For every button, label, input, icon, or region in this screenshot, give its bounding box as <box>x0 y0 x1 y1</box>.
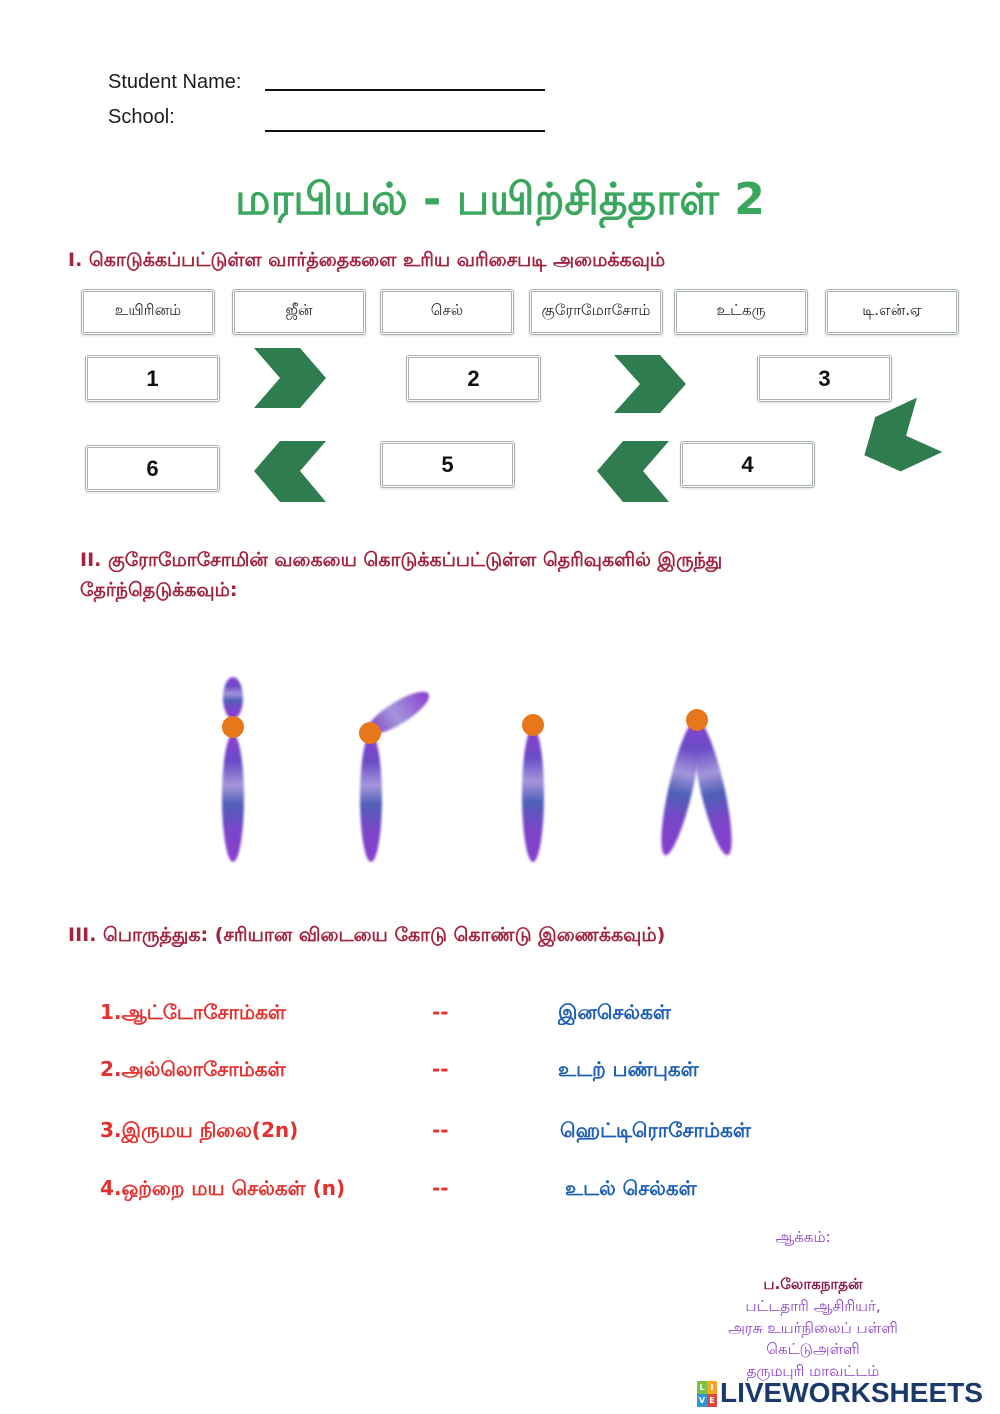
order-slot-3[interactable]: 3 <box>757 355 892 402</box>
match-separator: -- <box>432 1176 449 1200</box>
section-2-heading-line-2: தேர்ந்தெடுக்கவும்: <box>80 579 238 601</box>
word-card-cell[interactable]: செல் <box>380 289 514 335</box>
order-slot-4[interactable]: 4 <box>680 441 815 488</box>
chromosome-types-figure <box>0 660 1000 880</box>
sequence-arrows <box>0 340 1000 510</box>
student-name-input[interactable] <box>265 89 545 91</box>
chevron-down-left-icon <box>852 398 943 483</box>
credits-author: ப.லோகநாதன் <box>763 1275 863 1293</box>
credits-line-1: பட்டதாரி ஆசிரியர், <box>745 1297 881 1315</box>
liveworksheets-badge-icon <box>697 1381 717 1407</box>
chevron-right-icon <box>614 355 686 413</box>
chromosome-2-long-arm <box>360 734 382 862</box>
word-card-organism[interactable]: உயிரினம் <box>81 289 215 335</box>
chromosome-3-arm <box>522 728 544 862</box>
chromosome-1-short-arm <box>223 677 243 719</box>
match-left-2[interactable]: 2.அல்லொசோம்கள் <box>100 1057 286 1081</box>
section-1-heading: I. கொடுக்கப்பட்டுள்ள வார்த்தைகளை உரிய வரிசைபடி அமைக்கவும் <box>68 249 666 271</box>
chromosome-bent <box>359 685 434 862</box>
school-label: School: <box>108 106 175 128</box>
student-name-label: Student Name: <box>108 71 242 93</box>
liveworksheets-logo: LIVEWORKSHEETS <box>720 1379 983 1407</box>
badge-tile: L <box>697 1381 707 1394</box>
chevron-left-icon <box>254 441 326 502</box>
match-separator: -- <box>432 1118 449 1142</box>
section-3-heading: III. பொருத்துக: (சரியான விடையை கோடு கொண்டு இணைக்கவும்) <box>68 924 666 946</box>
chevron-left-icon <box>597 441 669 502</box>
match-left-1[interactable]: 1.ஆட்டோசோம்கள் <box>100 1000 286 1024</box>
chromosome-metacentric <box>654 709 740 858</box>
chromosome-3-centromere <box>522 714 544 736</box>
section-2-heading-line-1: II. குரோமோசோமின் வகையை கொடுக்கப்பட்டுள்ள தெரிவுகளில் இருந்து <box>80 549 723 571</box>
word-card-gene[interactable]: ஜீன் <box>232 289 366 335</box>
word-card-dna[interactable]: டி.என்.ஏ <box>825 289 959 335</box>
order-slot-2[interactable]: 2 <box>406 355 541 402</box>
chromosome-submetacentric <box>222 677 244 862</box>
worksheet-title: மரபியல் - பயிற்சித்தாள் 2 <box>235 174 765 225</box>
match-right-1[interactable]: இனசெல்கள் <box>558 1000 671 1024</box>
match-separator: -- <box>432 1057 449 1081</box>
chromosome-4-centromere <box>686 709 708 731</box>
order-slot-1[interactable]: 1 <box>85 355 220 402</box>
match-right-2[interactable]: உடற் பண்புகள் <box>558 1057 699 1081</box>
match-separator: -- <box>432 1000 449 1024</box>
match-right-4[interactable]: உடல் செல்கள் <box>565 1176 697 1200</box>
match-left-4[interactable]: 4.ஒற்றை மய செல்கள் (n) <box>100 1176 346 1200</box>
credits-label: ஆக்கம்: <box>775 1228 831 1246</box>
chromosome-1-centromere <box>222 716 244 738</box>
match-left-3[interactable]: 3.இருமய நிலை(2n) <box>100 1118 299 1142</box>
badge-tile: V <box>698 1396 706 1405</box>
chromosome-1-long-arm <box>222 734 244 862</box>
badge-tile: I <box>707 1381 717 1394</box>
credits-line-2: அரசு உயர்நிலைப் பள்ளி <box>728 1319 898 1337</box>
credits-line-3: கெட்டுஅள்ளி <box>766 1340 860 1358</box>
order-slot-5[interactable]: 5 <box>380 441 515 488</box>
chromosome-2-centromere <box>359 722 381 744</box>
chevron-right-icon <box>254 348 326 408</box>
word-card-chromosome[interactable]: குரோமோசோம் <box>529 289 663 335</box>
match-right-3[interactable]: ஹெட்டிரொசோம்கள் <box>560 1118 751 1142</box>
school-input[interactable] <box>265 130 545 132</box>
chromosome-telocentric <box>522 714 544 862</box>
word-card-nucleus[interactable]: உட்கரு <box>674 289 808 335</box>
badge-tile: E <box>707 1394 717 1407</box>
order-slot-6[interactable]: 6 <box>85 445 220 492</box>
credits-line-4: தருமபுரி மாவட்டம் <box>746 1362 880 1380</box>
